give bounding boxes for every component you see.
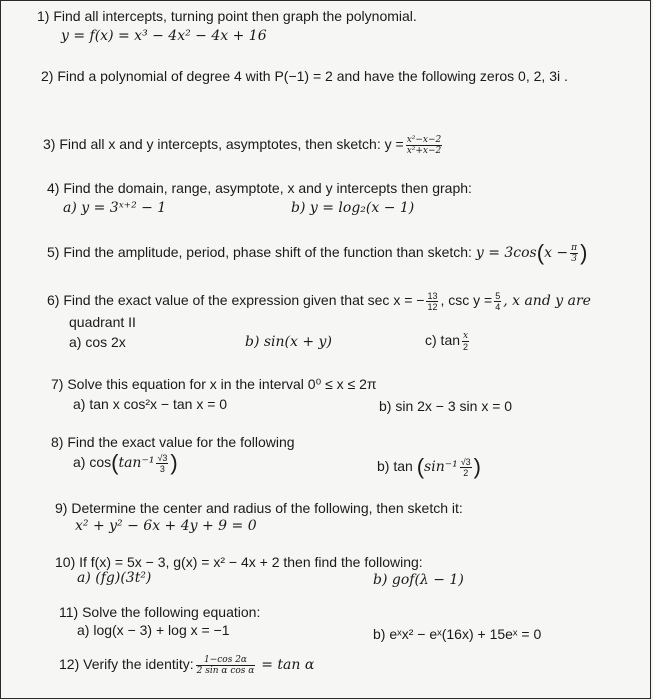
fraction-numerator: 5	[495, 291, 501, 301]
close-paren: )	[473, 454, 481, 480]
problem-number: 12)	[59, 656, 80, 673]
close-paren: )	[580, 240, 588, 266]
part-label: c) tan	[425, 332, 461, 349]
problem-9-equation: x² + y² − 6x + 4y + 9 = 0	[75, 518, 257, 534]
problem-7	[51, 375, 377, 393]
problem-text: Find the amplitude, period, phase shift of the function than sketch:	[63, 244, 472, 261]
problem-number: 9)	[55, 500, 68, 516]
fraction-denominator: 3	[571, 254, 577, 264]
problem-text: Find the exact value for the following	[67, 434, 295, 450]
fraction-denominator: 4	[495, 302, 501, 312]
problem-text: Find all x and y intercepts, asymptotes, then sketch: y =	[59, 136, 404, 153]
inverse-function: tan⁻¹	[118, 455, 155, 472]
fraction-numerator: √3	[460, 457, 471, 467]
problem-1	[37, 7, 417, 25]
problem-number: 6)	[47, 292, 60, 309]
problem-8-part-b	[377, 454, 481, 480]
identity-fraction	[196, 655, 256, 676]
problem-11-part-b: b) eˣx² − eˣ(16x) + 15eˣ = 0	[373, 626, 542, 642]
problem-7-part-b: b) sin 2x − 3 sin x = 0	[379, 398, 513, 414]
problem-11	[59, 603, 260, 621]
problem-11-part-a: a) log(x − 3) + log x = −1	[77, 622, 230, 638]
problem-4-part-b: b) y = log₂(x − 1)	[291, 200, 415, 216]
problem-2	[41, 67, 568, 85]
problem-text: Find a polynomial of degree 4 with P(−1) = 2 and have the following zeros 0, 2, 3i .	[57, 68, 568, 84]
radical-fraction	[460, 457, 472, 478]
problem-number: 1)	[37, 8, 50, 24]
problem-text-mid: , csc y =	[440, 292, 493, 309]
problem-text: Find all intercepts, turning point then graph the polynomial.	[53, 8, 417, 24]
part-label: b) tan	[377, 458, 413, 475]
open-paren: (	[536, 240, 545, 266]
problem-text: Solve the following equation:	[82, 604, 261, 620]
problem-1-equation: y = f(x) = x³ − 4x² − 4x + 16	[61, 28, 267, 44]
phase-fraction	[570, 243, 578, 264]
problem-text: Find the domain, range, asymptote, x and y intercepts then graph:	[63, 180, 472, 196]
close-paren: )	[170, 450, 178, 476]
problem-7-part-a: a) tan x cos²x − tan x = 0	[73, 396, 228, 412]
function-argument: x −	[544, 245, 569, 262]
fraction-denominator: 2 sin α cos α	[196, 666, 255, 676]
problem-number: 8)	[51, 434, 64, 450]
problem-text: Verify the identity:	[83, 656, 194, 673]
problem-3	[43, 135, 444, 156]
problem-text-tail: , x and y are	[503, 293, 591, 310]
fraction-numerator: x²−x−2	[406, 135, 442, 145]
inverse-function: sin⁻¹	[424, 459, 458, 476]
fraction-denominator: 2	[463, 342, 469, 352]
problem-number: 10)	[55, 554, 76, 570]
problem-number: 7)	[51, 376, 64, 392]
open-paren: (	[416, 454, 425, 480]
fraction-numerator: π	[571, 243, 578, 253]
problem-4-part-a: a) y = 3ˣ⁺² − 1	[63, 200, 167, 216]
problem-text: If f(x) = 5x − 3, g(x) = x² − 4x + 2 then find the following:	[79, 554, 423, 570]
problem-4	[47, 179, 472, 197]
problem-10-part-a: a) (fg)(3t²)	[77, 570, 152, 586]
problem-8-part-a	[73, 450, 178, 476]
problem-text: Find the exact value of the expression given that sec x = −	[63, 292, 425, 309]
problem-12	[59, 655, 314, 676]
open-paren: (	[111, 450, 119, 476]
fraction-numerator: 13	[427, 291, 438, 301]
problem-6	[47, 291, 591, 312]
fraction-numerator: x	[463, 331, 469, 341]
problem-8	[51, 433, 295, 451]
problem-6-line-2: quadrant II	[69, 314, 136, 330]
part-label: a) cos	[73, 454, 112, 471]
problem-text: Solve this equation for x in the interval 0⁰ ≤ x ≤ 2π	[67, 376, 377, 392]
problem-number: 2)	[41, 68, 54, 84]
problem-6-part-a: a) cos 2x	[69, 334, 126, 350]
problem-5	[47, 240, 588, 266]
problem-10-part-b: b) gof(λ − 1)	[373, 572, 464, 588]
tan-fraction	[462, 331, 469, 352]
fraction-denominator: 2	[463, 468, 469, 478]
problem-text: Determine the center and radius of the following, then sketch it:	[71, 500, 463, 516]
fraction-denominator: x²+x−2	[406, 146, 442, 156]
sec-fraction	[426, 291, 438, 312]
problem-number: 11)	[59, 604, 79, 620]
problem-9	[55, 499, 463, 517]
fraction-numerator: √3	[157, 453, 168, 463]
csc-fraction	[494, 291, 501, 312]
problem-number: 3)	[43, 136, 56, 153]
function-prefix: y = 3cos	[475, 245, 537, 262]
fraction-denominator: 12	[427, 302, 438, 312]
fraction-denominator: 3	[159, 464, 165, 474]
problem-number: 5)	[47, 244, 60, 261]
rational-fraction	[406, 135, 443, 156]
problem-6-part-b: b) sin(x + y)	[245, 334, 332, 350]
radical-fraction	[156, 453, 168, 474]
identity-rhs: = tan α	[261, 657, 315, 674]
problem-number: 4)	[47, 180, 60, 196]
problem-6-part-c	[425, 331, 471, 352]
fraction-numerator: 1−cos 2α	[196, 655, 256, 666]
